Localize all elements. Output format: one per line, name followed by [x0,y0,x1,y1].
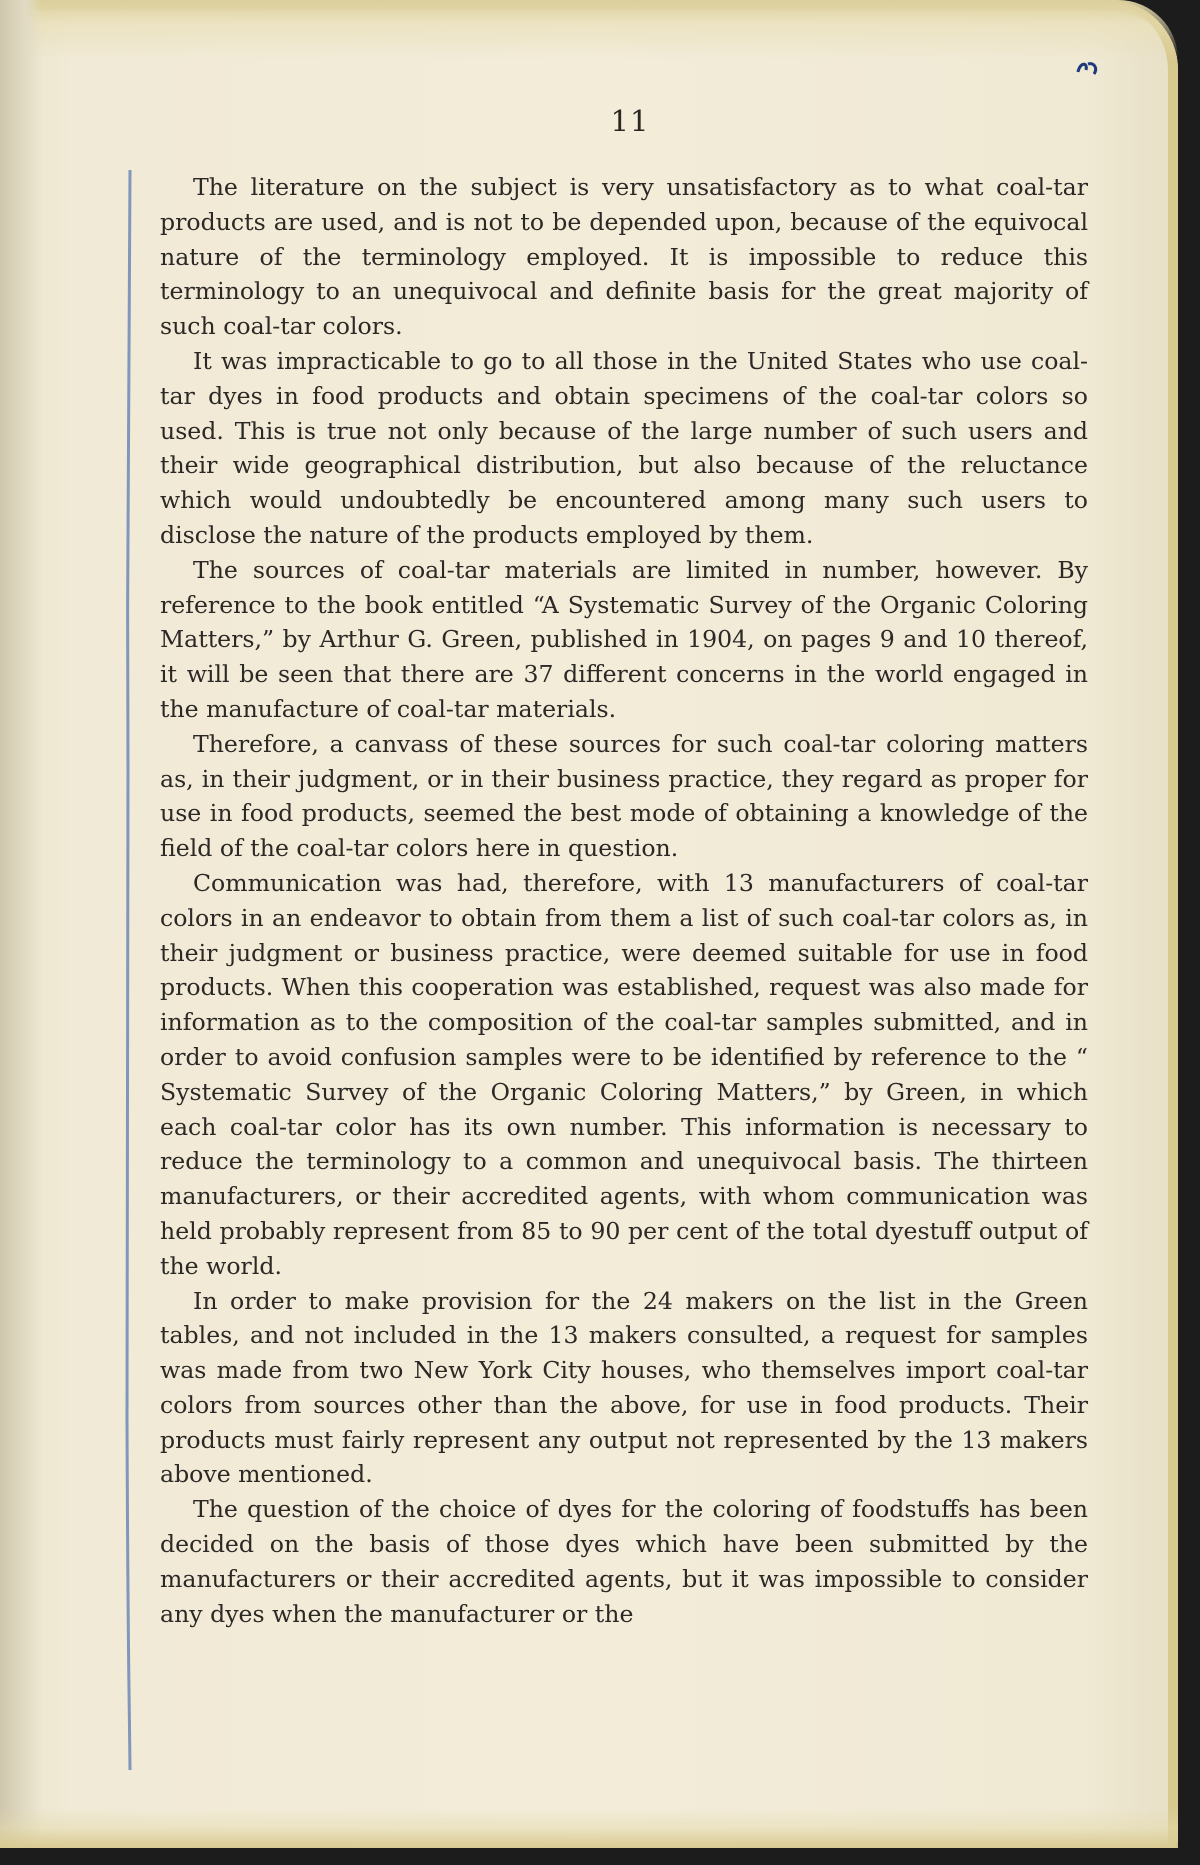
paragraph: Communication was had, therefore, with 13 manufacturers of coal-tar colors in an endeavor to obtain from them a list of such coal-tar colors as, in their judgment or business practice, were deemed suitable for use in food products. When this cooperation was established, request was also made for information as to the composition of the coal-tar samples submitted, and in order to avoid confusion samples were to be identified by reference to the “ Systematic Survey of the Organic Coloring Matters,” by Green, in which each coal-tar color has its own number. This information is necessary to reduce the terminology to a common and unequivocal basis. The thirteen manufacturers, or their accredited agents, with whom communication was held probably represent from 85 to 90 per cent of the total dyestuff output of the world. [160,868,1088,1280]
page-gutter [0,0,42,1848]
paragraph: The question of the choice of dyes for the coloring of foodstuffs has been decided on the basis of those dyes which have been submitted by the manufacturers or their accredited agents, but it was impossible to consider any dyes when the manufacturer or the [160,1495,1088,1628]
paragraph: Therefore, a canvass of these sources for such coal-tar coloring matters as, in their judgment, or in their business practice, they regard as proper for use in food products, seemed the best mode of obtaining a knowledge of the field of the coal-tar colors here in question. [160,729,1088,863]
paragraph: The literature on the subject is very unsatisfactory as to what coal-tar products are used, and is not to be depended upon, because of the equivocal nature of the terminology employed. It is impossible to reduce this terminology to an unequivocal and definite basis for the great majority of such coal-tar colors. [160,173,1088,341]
page-number: 11 [610,104,650,138]
paragraph: In order to make provision for the 24 makers on the list in the Green tables, and not included in the 13 makers consulted, a request for samples was made from two New York City houses, who themselves import coal-tar colors from sources other than the above, for use in food products. Their products must fairly represent any output not represented by the 13 makers above mentioned. [160,1286,1088,1489]
paragraph: It was impracticable to go to all those in the United States who use coal-tar dyes in food products and obtain specimens of the coal-tar colors so used. This is true not only because of the large number of such users and their wide geographical distribution, but also because of the reluctance which would undoubtedly be encountered among many such users to disclose the nature of the products employed by them. [160,346,1088,549]
corner-ink-mark [1074,58,1100,78]
paragraph: The sources of coal-tar materials are limited in number, however. By reference to the book entitled “A Systematic Survey of the Organic Coloring Matters,” by Arthur G. Green, published in 1904, on pages 9 and 10 thereof, it will be seen that there are 37 different concerns in the world engaged in the manufacture of coal-tar materials. [160,555,1088,723]
body-text [160,170,1088,1631]
margin-pencil-mark [124,170,134,1770]
